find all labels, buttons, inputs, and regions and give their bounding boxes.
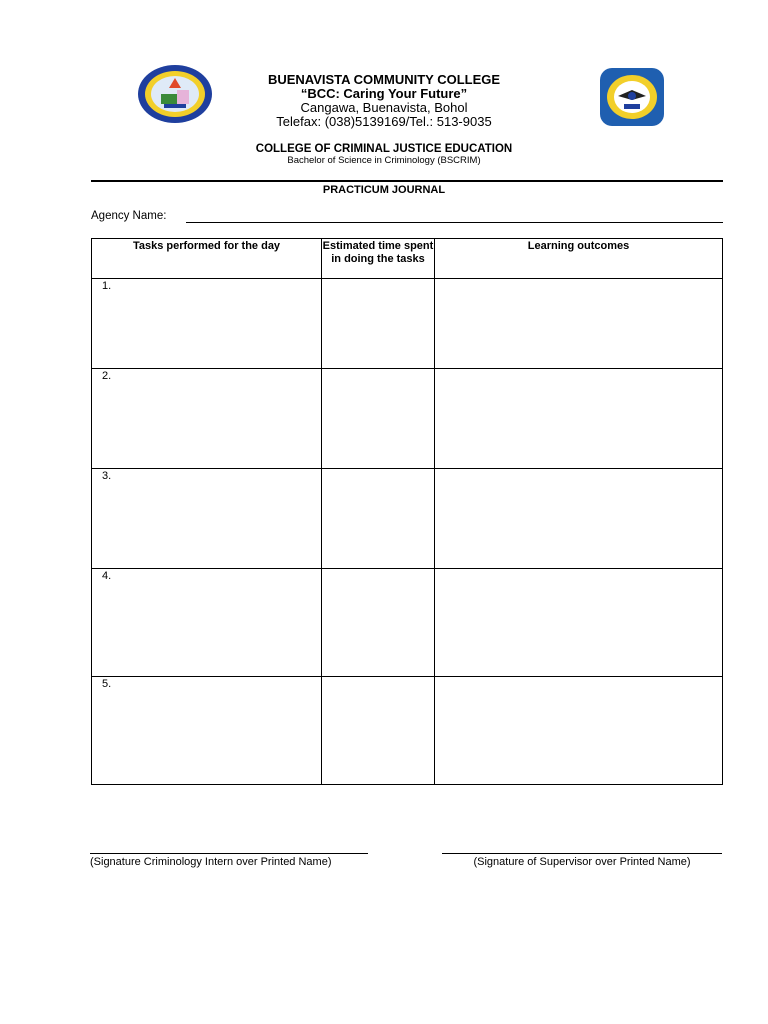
time-cell[interactable] — [322, 569, 435, 677]
table-row — [92, 569, 723, 677]
table-header-row — [92, 239, 723, 279]
supervisor-signature-block — [442, 853, 722, 869]
intern-signature-line[interactable] — [90, 853, 368, 854]
college-name: BUENAVISTA COMMUNITY COLLEGE — [267, 72, 501, 87]
intern-signature-label: (Signature Criminology Intern over Printed Name) — [90, 856, 332, 868]
table-row — [92, 279, 723, 369]
college-address: Cangawa, Buenavista, Bohol — [300, 100, 468, 115]
time-header: Estimated time spent in doing the tasks — [322, 239, 435, 279]
table-row — [92, 469, 723, 569]
header-divider — [91, 180, 723, 182]
task-cell[interactable]: 4. — [92, 569, 322, 677]
time-cell[interactable] — [322, 677, 435, 785]
outcome-cell[interactable] — [435, 569, 723, 677]
outcome-cell[interactable] — [435, 469, 723, 569]
journal-table — [91, 238, 723, 785]
time-cell[interactable] — [322, 469, 435, 569]
task-cell[interactable]: 2. — [92, 369, 322, 469]
agency-name-line[interactable] — [186, 222, 723, 223]
outcome-cell[interactable] — [435, 677, 723, 785]
time-cell[interactable] — [322, 369, 435, 469]
agency-name-label: Agency Name: — [91, 210, 167, 222]
tasks-header: Tasks performed for the day — [92, 239, 322, 279]
college-telephone: Telefax: (038)5139169/Tel.: 513-9035 — [276, 114, 492, 129]
college-motto: “BCC: Caring Your Future” — [300, 86, 468, 101]
department-name: COLLEGE OF CRIMINAL JUSTICE EDUCATION — [255, 143, 513, 155]
intern-signature-block — [90, 853, 368, 869]
task-cell[interactable]: 5. — [92, 677, 322, 785]
table-row — [92, 677, 723, 785]
document-title: PRACTICUM JOURNAL — [322, 184, 446, 196]
task-cell[interactable]: 1. — [92, 279, 322, 369]
outcome-cell[interactable] — [435, 369, 723, 469]
supervisor-signature-label: (Signature of Supervisor over Printed Name) — [473, 856, 691, 868]
program-name: Bachelor of Science in Criminology (BSCRIM) — [287, 155, 481, 166]
table-row — [92, 369, 723, 469]
outcomes-header: Learning outcomes — [435, 239, 723, 279]
supervisor-signature-line[interactable] — [442, 853, 722, 854]
outcome-cell[interactable] — [435, 279, 723, 369]
time-cell[interactable] — [322, 279, 435, 369]
task-cell[interactable]: 3. — [92, 469, 322, 569]
agency-name-field[interactable] — [91, 209, 723, 225]
